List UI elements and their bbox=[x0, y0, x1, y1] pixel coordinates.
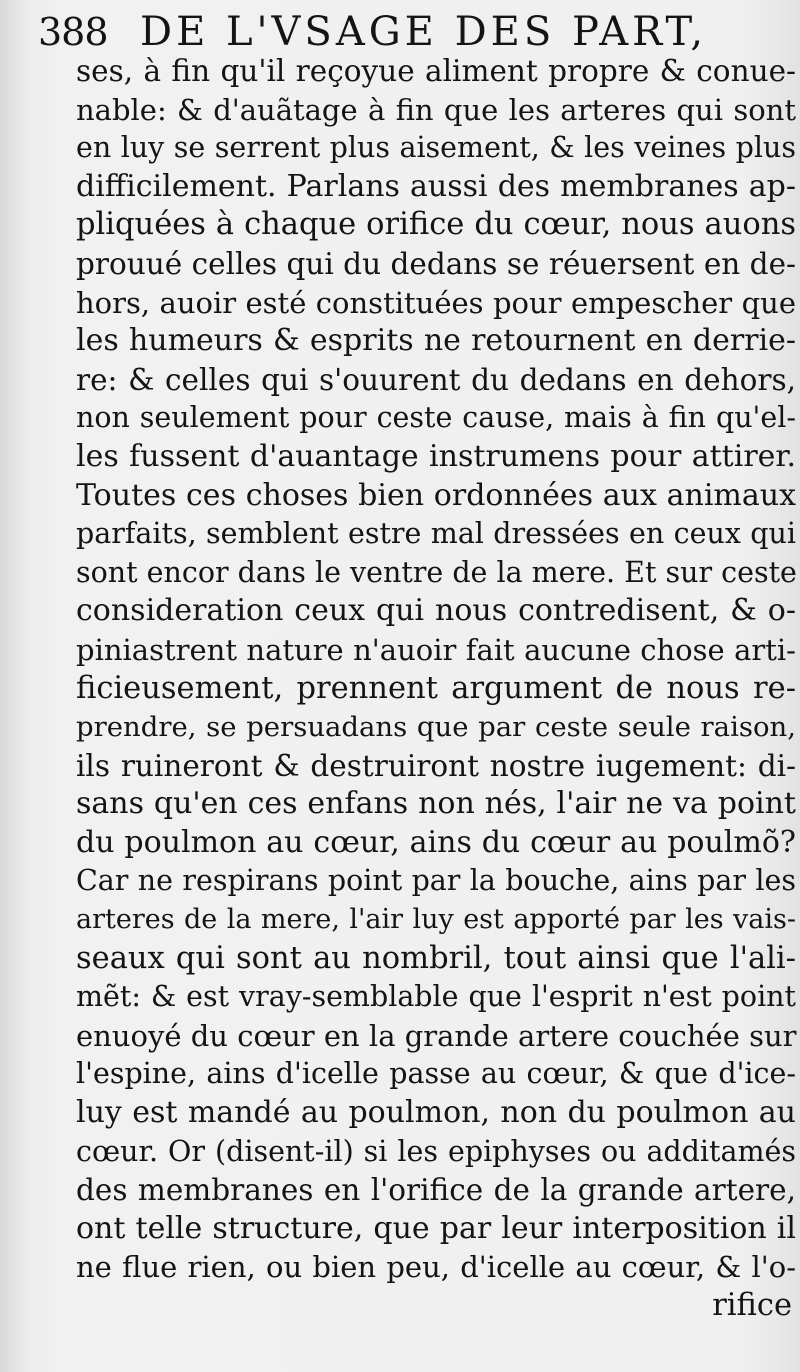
text-line: ficieusement, prennent argument de nous re- bbox=[76, 670, 796, 706]
text-line: Car ne respirans point par la bouche, ains par les bbox=[76, 864, 796, 898]
text-line: sans qu'en ces enfans non nés, l'air ne va point bbox=[76, 786, 796, 822]
text-line: mẽt: & est vray-semblable que l'esprit n'est point bbox=[76, 980, 796, 1014]
text-line: les humeurs & esprits ne retournent en derrie- bbox=[76, 323, 796, 359]
text-line: sont encor dans le ventre de la mere. Et sur ceste bbox=[76, 555, 797, 589]
page-number: 388 bbox=[38, 10, 108, 54]
body-text bbox=[76, 52, 796, 1326]
text-line: du poulmon au cœur, ains du cœur au poulmõ? bbox=[76, 824, 796, 860]
text-line: ils ruineront & destruiront nostre iugement: di- bbox=[76, 748, 796, 783]
text-line: parfaits, semblent estre mal dressées en ceux qui bbox=[76, 517, 796, 551]
text-line: Toutes ces choses bien ordonnées aux animaux bbox=[76, 477, 796, 513]
text-line: hors, auoir esté constituées pour empescher que bbox=[76, 285, 796, 320]
catchword: rifice bbox=[712, 1288, 792, 1323]
text-line: ont telle structure, que par leur interposition il bbox=[76, 1210, 796, 1246]
text-line: piniastrent nature n'auoir fait aucune chose arti- bbox=[76, 632, 796, 667]
text-line: luy est mandé au poulmon, non du poulmon au bbox=[76, 1095, 796, 1131]
text-line: prendre, se persuadans que par ceste seule raison, bbox=[76, 711, 796, 744]
text-line: pliquées à chaque orifice du cœur, nous auons bbox=[76, 207, 796, 243]
text-line: ne flue rien, ou bien peu, d'icelle au cœur, & l'o- bbox=[76, 1250, 796, 1285]
text-line: seaux qui sont au nombril, tout ainsi que l'ali- bbox=[76, 940, 796, 976]
text-line: nable: & d'auãtage à fin que les arteres qui sont bbox=[76, 92, 796, 127]
running-head: DE L'VSAGE DES PART, bbox=[140, 9, 708, 55]
text-line: l'espine, ains d'icelle passe au cœur, & que d'ice- bbox=[76, 1057, 796, 1091]
text-line: consideration ceux qui nous contredisent, & o- bbox=[76, 593, 796, 629]
text-line: prouué celles qui du dedans se réuersent en de- bbox=[76, 246, 796, 281]
text-line: ses, à fin qu'il reçoyue aliment propre & conue- bbox=[76, 54, 796, 88]
text-line: cœur. Or (disent-il) si les epiphyses ou additamés bbox=[76, 1134, 796, 1168]
text-line: en luy se serrent plus aisement, & les veines plus bbox=[76, 131, 796, 165]
text-line: les fussent d'auantage instrumens pour attirer. bbox=[76, 438, 796, 474]
text-line: re: & celles qui s'ouurent du dedans en dehors, bbox=[76, 362, 796, 397]
text-line: non seulement pour ceste cause, mais à fin qu'el- bbox=[76, 401, 796, 435]
text-line: enuoyé du cœur en la grande artere couchée sur bbox=[76, 1018, 797, 1053]
text-line: arteres de la mere, l'air luy est apporté par les vais- bbox=[76, 904, 796, 936]
text-line: difficilement. Parlans aussi des membranes ap- bbox=[76, 168, 796, 204]
text-line: des membranes en l'orifice de la grande artere, bbox=[76, 1173, 796, 1208]
